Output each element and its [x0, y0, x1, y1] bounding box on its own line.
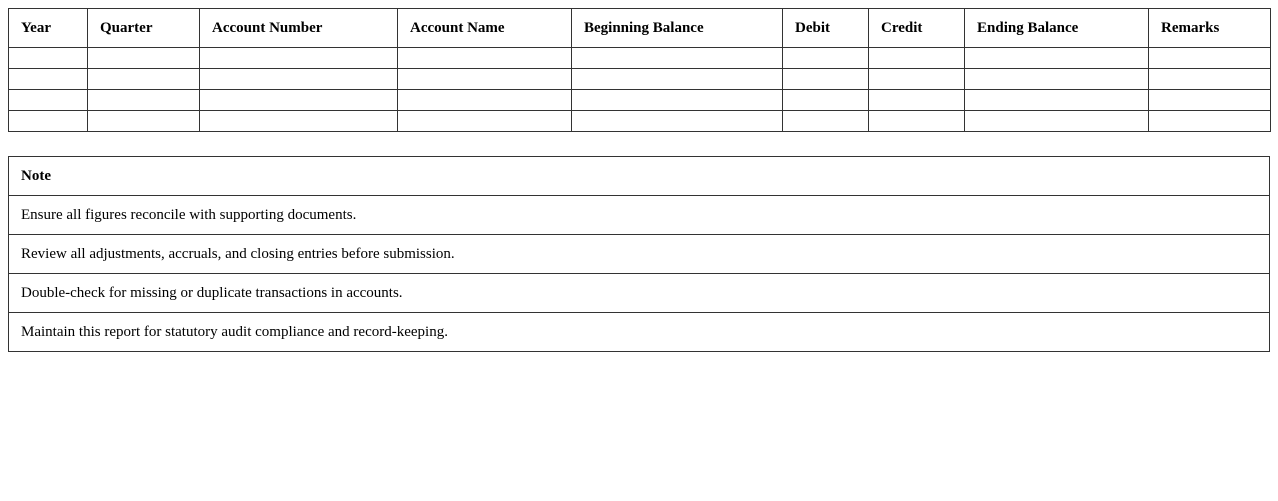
table-cell-remarks	[1149, 69, 1271, 90]
table-row	[9, 111, 1271, 132]
note-row	[9, 313, 1270, 352]
column-header-quarter: Quarter	[88, 9, 200, 48]
ledger-table	[8, 8, 1271, 132]
table-cell-account-number	[200, 111, 398, 132]
column-header-beginning-balance: Beginning Balance	[572, 9, 783, 48]
note-row	[9, 196, 1270, 235]
table-cell-quarter	[88, 69, 200, 90]
table-cell-quarter	[88, 48, 200, 69]
note-item: Maintain this report for statutory audit compliance and record-keeping.	[9, 313, 1270, 352]
table-cell-quarter	[88, 111, 200, 132]
table-row	[9, 48, 1271, 69]
table-cell-ending-balance	[965, 90, 1149, 111]
table-row	[9, 69, 1271, 90]
note-item: Double-check for missing or duplicate transactions in accounts.	[9, 274, 1270, 313]
table-cell-credit	[869, 48, 965, 69]
table-cell-remarks	[1149, 111, 1271, 132]
table-cell-debit	[783, 111, 869, 132]
column-header-account-number: Account Number	[200, 9, 398, 48]
table-cell-account-number	[200, 48, 398, 69]
table-cell-year	[9, 69, 88, 90]
note-row	[9, 274, 1270, 313]
column-header-debit: Debit	[783, 9, 869, 48]
table-cell-remarks	[1149, 90, 1271, 111]
table-cell-debit	[783, 48, 869, 69]
column-header-credit: Credit	[869, 9, 965, 48]
table-cell-year	[9, 48, 88, 69]
table-cell-ending-balance	[965, 48, 1149, 69]
table-cell-year	[9, 111, 88, 132]
table-cell-beginning-balance	[572, 48, 783, 69]
note-item: Ensure all figures reconcile with supporting documents.	[9, 196, 1270, 235]
notes-header-row	[9, 157, 1270, 196]
table-cell-credit	[869, 69, 965, 90]
table-cell-debit	[783, 69, 869, 90]
table-cell-account-name	[398, 111, 572, 132]
table-row	[9, 90, 1271, 111]
table-cell-ending-balance	[965, 69, 1149, 90]
table-cell-account-name	[398, 48, 572, 69]
table-cell-beginning-balance	[572, 69, 783, 90]
column-header-remarks: Remarks	[1149, 9, 1271, 48]
note-item: Review all adjustments, accruals, and closing entries before submission.	[9, 235, 1270, 274]
table-cell-quarter	[88, 90, 200, 111]
table-cell-beginning-balance	[572, 90, 783, 111]
table-cell-account-name	[398, 69, 572, 90]
column-header-year: Year	[9, 9, 88, 48]
table-cell-credit	[869, 90, 965, 111]
note-row	[9, 235, 1270, 274]
notes-header: Note	[9, 157, 1270, 196]
column-header-account-name: Account Name	[398, 9, 572, 48]
table-cell-credit	[869, 111, 965, 132]
table-cell-year	[9, 90, 88, 111]
table-cell-debit	[783, 90, 869, 111]
table-cell-beginning-balance	[572, 111, 783, 132]
table-cell-ending-balance	[965, 111, 1149, 132]
table-cell-account-name	[398, 90, 572, 111]
table-cell-account-number	[200, 69, 398, 90]
column-header-ending-balance: Ending Balance	[965, 9, 1149, 48]
table-cell-remarks	[1149, 48, 1271, 69]
ledger-header-row	[9, 9, 1271, 48]
table-cell-account-number	[200, 90, 398, 111]
notes-table	[8, 156, 1270, 352]
